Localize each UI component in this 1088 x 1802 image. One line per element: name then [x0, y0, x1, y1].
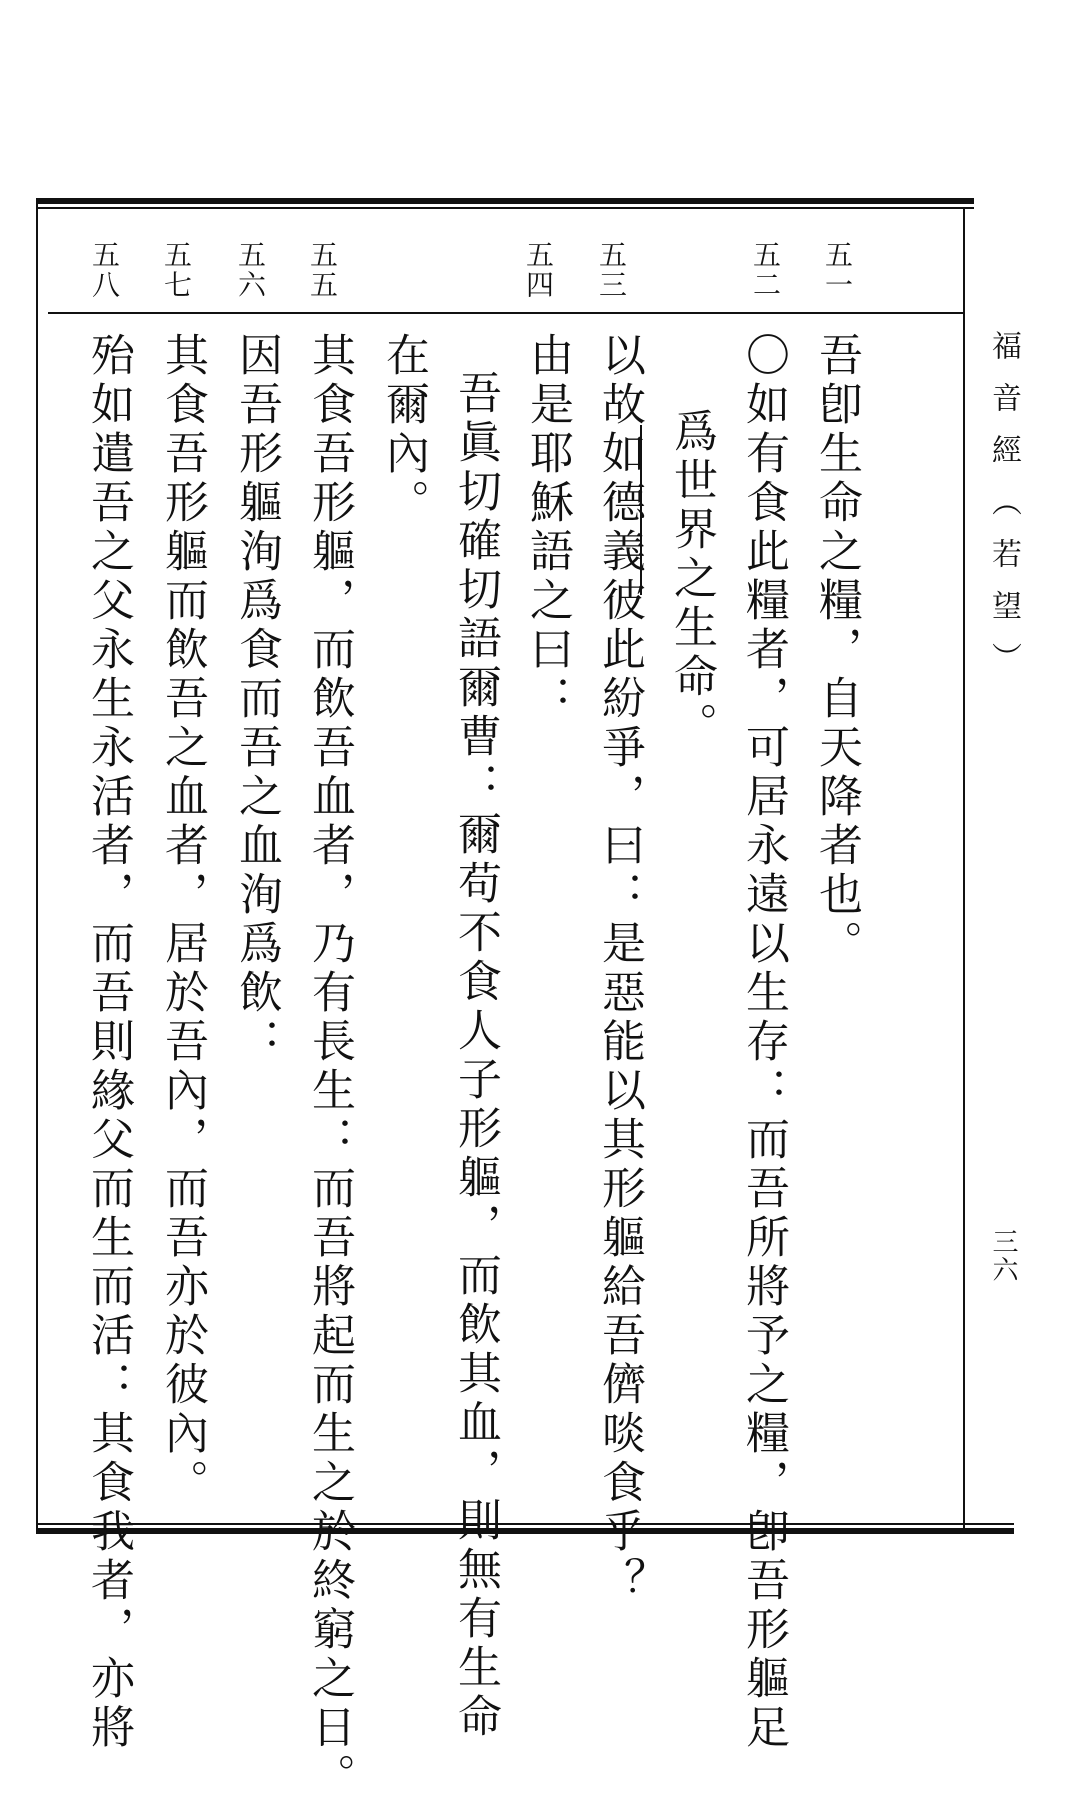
frame-bottom-rule — [36, 1523, 1014, 1534]
verse-text: 因吾形軀洵爲食而吾之血洵爲飲： — [231, 332, 282, 1067]
verse-number: 五八 — [88, 240, 121, 300]
frame-left-rule — [36, 198, 43, 1533]
verse-number-rule — [48, 312, 964, 314]
verse-number: 五三 — [595, 240, 628, 300]
frame-right-rule — [963, 208, 965, 1528]
verse-number: 五四 — [522, 240, 555, 300]
verse-number: 五二 — [749, 240, 782, 300]
verse-text: 吾卽生命之糧，自天降者也。 — [811, 332, 862, 969]
verse-text: 〇如有食此糧者，可居永遠以生存：而吾所將予之糧，卽吾形軀足 — [738, 332, 789, 1753]
verse-number: 五六 — [234, 240, 267, 300]
page-number: 三六 — [988, 1228, 1018, 1284]
verse-text: 由是耶穌語之曰： — [522, 332, 573, 724]
verse-text: 其食吾形軀，而飲吾血者，乃有長生：而吾將起而生之於終窮之日。 — [304, 332, 355, 1802]
verse-text: 其食吾形軀而飲吾之血者，居於吾內，而吾亦於彼內。 — [157, 332, 208, 1508]
running-header: 福音經（若望） — [986, 330, 1021, 694]
proper-name-mark — [640, 425, 642, 595]
verse-number: 五一 — [821, 240, 854, 300]
verse-number: 五七 — [160, 240, 193, 300]
verse-text: 爲世界之生命。 — [666, 408, 717, 751]
verse-text: 殆如遣吾之父永生永活者，而吾則緣父而生而活：其食我者，亦將 — [83, 332, 134, 1753]
verse-text: 在爾內。 — [378, 332, 429, 528]
verse-text: 以故如德義彼此紛爭，曰：是惡能以其形軀給吾儕啖食乎？ — [594, 332, 645, 1606]
frame-top-rule — [36, 198, 974, 209]
verse-text: 吾眞切確切語爾曹：爾苟不食人子形軀，而飲其血，則無有生命 — [450, 370, 501, 1742]
verse-number: 五五 — [306, 240, 339, 300]
